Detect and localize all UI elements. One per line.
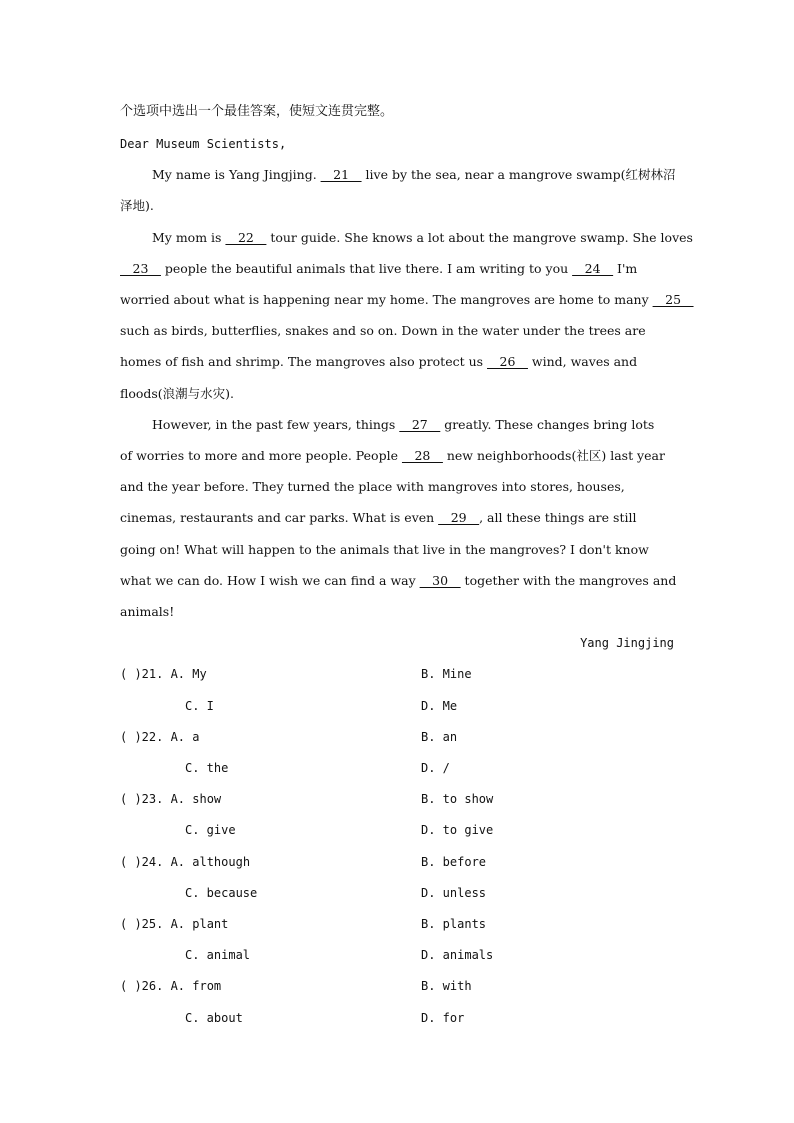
question-26-stem: ( )26. A. from [120,979,222,993]
question-24-option-c: C. because [185,886,258,900]
question-23-option-b: B. to show [421,792,494,806]
text-segment: My mom is [152,230,226,245]
question-25-stem: ( )25. A. plant [120,917,229,931]
paragraph-1-line-2: 泽地). [120,198,154,213]
paragraph-2-line-1 [120,230,693,246]
paragraph-2-line-5 [120,354,674,370]
text-segment: wind, waves and [527,354,638,369]
question-22-option-b: B. an [421,730,458,744]
instruction-text: 个选项中选出一个最佳答案，使短文连贯完整。 [120,104,394,119]
text-segment: live by the sea, near a mangrove swamp(红树林沼 [361,167,676,182]
text-segment: what we can do. How I wish we can find a way [120,573,420,588]
blank-29: __29__ [438,510,480,525]
question-24-option-b: B. before [421,855,487,869]
text-segment: greatly. These changes bring lots [440,417,655,432]
question-26-option-c: C. about [185,1011,243,1025]
paragraph-2-line-3 [120,292,694,308]
text-segment: worried about what is happening near my home. The mangroves are home to many [120,292,653,307]
text-segment: of worries to more and more people. People [120,448,402,463]
paragraph-3-line-4 [120,510,674,526]
question-26-option-d: D. for [421,1011,465,1025]
question-26-option-b: B. with [421,979,472,993]
question-25-option-b: B. plants [421,917,487,931]
question-21-option-c: C. I [185,699,214,713]
blank-24: __24__ [572,261,614,276]
paragraph-2-line-6: floods(浪潮与水灾). [120,386,235,401]
blank-27: __27__ [399,417,441,432]
text-segment: My name is Yang Jingjing. [152,167,321,182]
paragraph-3-line-2 [120,448,674,464]
paragraph-2-line-2 [120,261,674,277]
paragraph-3-line-1 [120,417,674,433]
blank-23: __23__ [120,261,161,276]
blank-21: __21__ [320,167,362,182]
paragraph-3-line-7: animals! [120,604,175,619]
question-22-option-c: C. the [185,761,229,775]
text-segment: tour guide. She knows a lot about the mangrove swamp. She loves [266,230,693,245]
question-23-stem: ( )23. A. show [120,792,222,806]
question-21-option-b: B. Mine [421,667,472,681]
text-segment: However, in the past few years, things [152,417,400,432]
letter-signature: Yang Jingjing [580,636,674,650]
text-segment: new neighborhoods(社区) last year [442,448,665,463]
paragraph-3-line-5: going on! What will happen to the animals that live in the mangroves? I don't know [120,542,649,557]
question-22-option-d: D. / [421,761,450,775]
text-segment: together with the mangroves and [460,573,677,588]
question-25-option-d: D. animals [421,948,494,962]
question-25-option-c: C. animal [185,948,251,962]
paragraph-1-line-1 [120,167,674,183]
question-23-option-c: C. give [185,823,236,837]
blank-28: __28__ [401,448,443,463]
question-24-stem: ( )24. A. although [120,855,251,869]
paragraph-3-line-3: and the year before. They turned the place with mangroves into stores, houses, [120,479,625,494]
blank-26: __26__ [487,354,528,369]
text-segment: cinemas, restaurants and car parks. What is even [120,510,439,525]
blank-25: __25__ [652,292,694,307]
paragraph-2-line-4: such as birds, butterflies, snakes and so on. Down in the water under the trees are [120,323,646,338]
text-segment: I'm [613,261,638,276]
question-23-option-d: D. to give [421,823,494,837]
paragraph-3-line-6 [120,573,677,589]
question-21-option-d: D. Me [421,699,458,713]
text-segment: people the beautiful animals that live there. I am writing to you [160,261,573,276]
letter-greeting: Dear Museum Scientists, [120,137,287,151]
text-segment: homes of fish and shrimp. The mangroves also protect us [120,354,488,369]
text-segment: , all these things are still [479,510,637,525]
blank-30: __30__ [419,573,461,588]
question-21-stem: ( )21. A. My [120,667,207,681]
question-22-stem: ( )22. A. a [120,730,200,744]
question-24-option-d: D. unless [421,886,487,900]
blank-22: __22__ [225,230,267,245]
